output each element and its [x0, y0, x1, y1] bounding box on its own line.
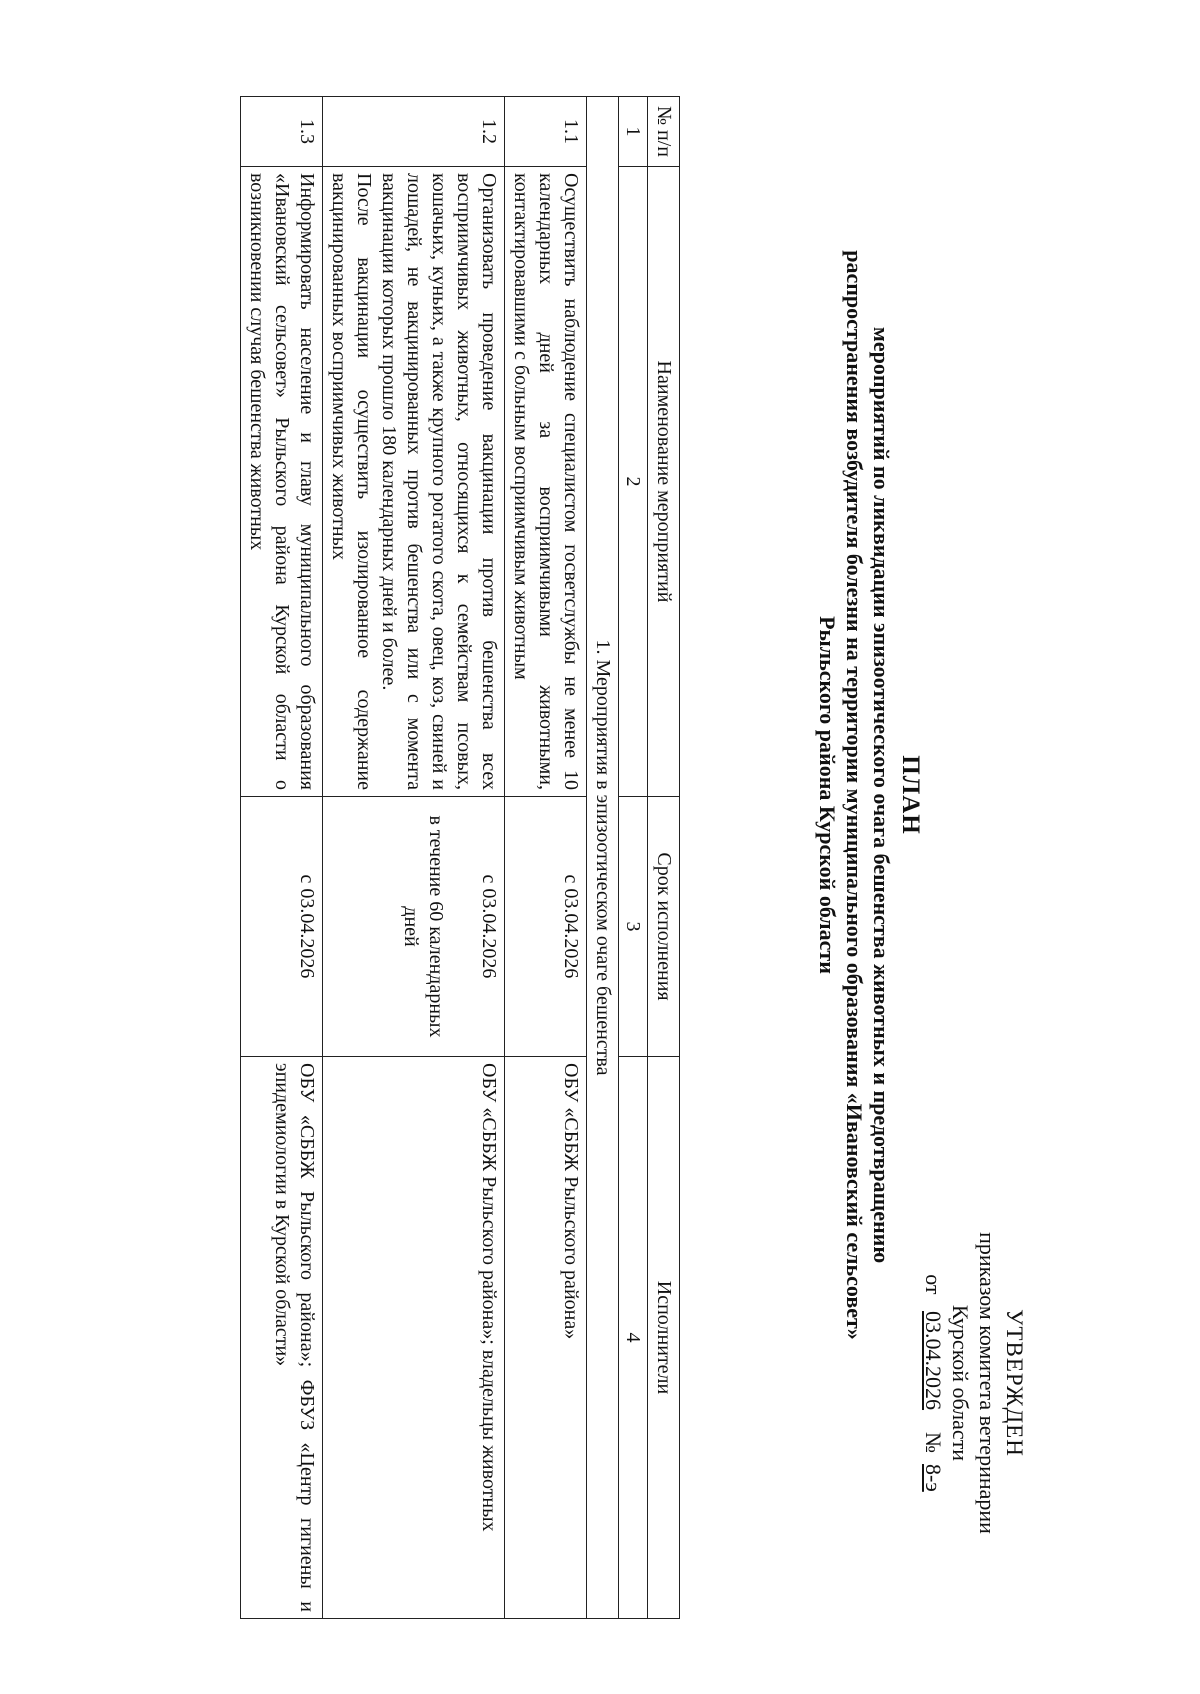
approval-date-line [920, 1218, 947, 1548]
header-num: № п/п [648, 97, 680, 167]
column-number: 4 [619, 1057, 648, 1619]
table-row [323, 97, 505, 1619]
row-term: с 03.04.2026 [241, 797, 323, 1057]
row-name: Организовать проведение вакцинации против бешенства всех восприимчивых животных, относящихся к семействам псовых, кошачьих, куньих, а также крупного рогатого скота, овец, коз, свиней и лошадей, не вакцинированных против бешенства или с момента вакцинации которых прошло 180 календарных дней и более. [378, 173, 500, 790]
row-term: с 03.04.2026 [505, 797, 587, 1057]
approval-stamp [920, 1218, 1028, 1548]
row-executors: ОБУ «СББЖ Рыльского района»; ФБУЗ «Центр гигиены и эпидемиологии в Курской области» [241, 1057, 323, 1619]
row-term-cell [323, 797, 505, 1057]
row-num: 1.2 [323, 97, 505, 167]
plan-subtitle-line2: распространения возбудителя болезни на территории муниципального образования «Ивановский сельсовет» [842, 250, 867, 1340]
row-name-cell [323, 167, 505, 797]
row-num: 1.1 [505, 97, 587, 167]
plan-subtitle-line1: мероприятий по ликвидации эпизоотического очага бешенства животных и предотвращению [869, 326, 894, 1264]
plan-subtitle-line3: Рыльского района Курской области [815, 616, 840, 974]
column-number-row [619, 97, 648, 1619]
row-name-extra: После вакцинации осуществить изолированное содержание вакцинированных восприимчивых животных [328, 173, 375, 790]
row-name: Осуществить наблюдение специалистом госветслужбы не менее 10 календарных дней за восприимчивыми животными, контактировавшими с больным восприимчивым животным [505, 167, 587, 797]
approval-date: 03.04.2026 [921, 1311, 946, 1411]
section-title: 1. Мероприятия в эпизоотическом очаге бешенства [587, 97, 619, 1619]
column-number: 1 [619, 97, 648, 167]
column-number: 2 [619, 167, 648, 797]
header-executors: Исполнители [648, 1057, 680, 1619]
plan-title: ПЛАН [897, 755, 924, 835]
row-executors: ОБУ «СББЖ Рыльского района» [505, 1057, 587, 1619]
table-row [241, 97, 323, 1619]
row-num: 1.3 [241, 97, 323, 167]
row-term: с 03.04.2026 [478, 874, 500, 979]
section-row [587, 97, 619, 1619]
approval-number-prefix: № [921, 1432, 946, 1454]
approval-title: УТВЕРЖДЕН [1002, 1309, 1027, 1457]
header-term: Срок исполнения [648, 797, 680, 1057]
row-executors: ОБУ «СББЖ Рыльского района»; владельцы животных [323, 1057, 505, 1619]
header-name: Наименование мероприятий [648, 167, 680, 797]
row-term-extra: в течение 60 календарных дней [400, 815, 447, 1038]
table-row [505, 97, 587, 1619]
plan-table [240, 96, 680, 1619]
row-name: Информировать население и главу муниципального образования «Ивановский сельсовет» Рыльского района Курской области о возникновении случая бешенства животных [241, 167, 323, 797]
table-header-row [648, 97, 680, 1619]
column-number: 3 [619, 797, 648, 1057]
approval-line1: приказом комитета ветеринарии [975, 1232, 1000, 1534]
approval-date-prefix: от [921, 1274, 946, 1295]
approval-line2: Курской области [948, 1304, 973, 1462]
approval-number: 8-э [921, 1464, 946, 1492]
plan-heading [814, 205, 924, 1385]
